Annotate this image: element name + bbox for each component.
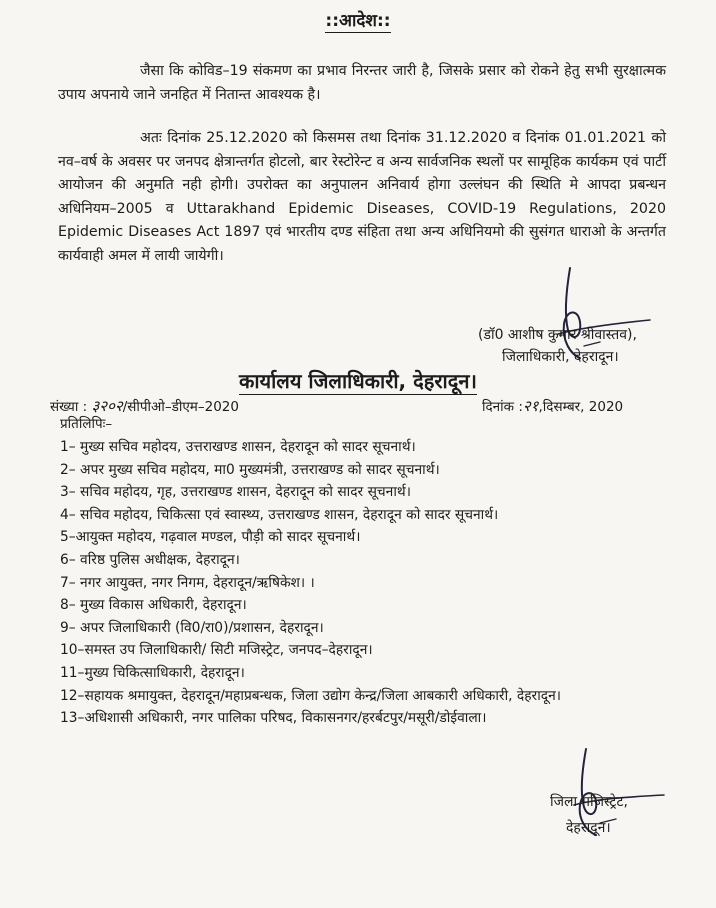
recipient-item: 2– अपर मुख्य सचिव महोदय, मा0 मुख्यमंत्री, उत्तराखण्ड को सादर सूचनार्थ। <box>60 461 440 478</box>
magistrate-designation: जिला मजिस्ट्रेट, <box>550 794 628 810</box>
letter-number-handwritten: ३२०२ <box>91 397 123 415</box>
date-suffix: ,दिसम्बर, 2020 <box>538 399 624 415</box>
signatory-designation: जिलाधिकारी, देहरादून। <box>502 349 619 365</box>
order-title-text: ::आदेश:: <box>325 11 391 31</box>
recipient-item: 1– मुख्य सचिव महोदय, उत्तराखण्ड शासन, देहरादून को सादर सूचनार्थ। <box>60 439 416 455</box>
letter-number-suffix: /सीपीओ–डीएम–2020 <box>122 399 239 415</box>
date-label: दिनांक : <box>482 399 523 415</box>
recipient-item: 12–सहायक श्रमायुक्त, देहरादून/महाप्रबन्धक, जिला उद्योग केन्द्र/जिला आबकारी अधिकारी, देहरादून। <box>60 687 561 704</box>
recipient-list <box>60 436 700 730</box>
recipient-item: 11–मुख्य चिकित्साधिकारी, देहरादून। <box>60 664 245 681</box>
recipient-item: 5–आयुक्त महोदय, गढ़वाल मण्डल, पौड़ी को सादर सूचनार्थ। <box>60 529 361 546</box>
recipient-item: 6– वरिष्ठ पुलिस अधीक्षक, देहरादून। <box>60 551 240 568</box>
recipient-item: 9– अपर जिलाधिकारी (वि0/रा0)/प्रशासन, देहरादून। <box>60 619 324 636</box>
recipient-item: 8– मुख्य विकास अधिकारी, देहरादून। <box>60 597 247 614</box>
signatory-name: (डॉ0 आशीष कुमार श्रीवास्तव), <box>478 327 637 343</box>
signatory-block <box>478 324 637 368</box>
magistrate-block <box>550 789 628 841</box>
order-paragraph-1: जैसा कि कोविड–19 संकमण का प्रभाव निरन्तर जारी है, जिसके प्रसार को रोकने हेतु सभी सुरक्षात्मक उपाय अपनाये जाने जनहित में नितान्त आवश्यक है। <box>58 63 666 103</box>
reference-line <box>50 396 660 416</box>
office-heading <box>0 367 716 394</box>
copy-to-label: प्रतिलिपिः– <box>60 416 113 432</box>
recipient-item: 7– नगर आयुक्त, नगर निगम, देहरादून/ऋषिकेश। । <box>60 574 315 591</box>
office-heading-text: कार्यालय जिलाधिकारी, देहरादून। <box>238 369 478 393</box>
recipient-item: 13–अधिशासी अधिकारी, नगर पालिका परिषद, विकासनगर/हरर्बटपुर/मसूरी/डोईवाला। <box>60 710 487 727</box>
order-paragraph-2: अतः दिनांक 25.12.2020 को किसमस तथा दिनांक 31.12.2020 व दिनांक 01.01.2021 को नव–वर्ष के अवसर पर जनपद क्षेत्रान्तर्गत होटलो, बार रेस्टोरेन्ट व अन्य सार्वजनिक स्थलों पर सामूहिक कार्यकम एवं पार्टी आयोजन की अनुमति नही होगी। उपरोक्त का अनुपालन अनिवार्य होगा उल्लंघन की स्थिति मे आपदा प्रबन्धन अधिनियम–2005 व Uttarakhand Epidemic Diseases, COVID-19 Regulations, 2020 Epidemic Diseases Act 1897 एवं भारतीय दण्ड संहिता तथा अन्य अधिनियमो की सुसंगत धाराओ के अन्तर्गत कार्यवाही अमल में लायी जायेगी। <box>58 130 666 264</box>
recipient-item: 10–समस्त उप जिलाधिकारी/ सिटी मजिस्ट्रेट, जनपद–देहरादून। <box>60 642 373 659</box>
number-label: संख्या : <box>50 399 88 415</box>
recipient-item: 3– सचिव महोदय, गृह, उत्तराखण्ड शासन, देहरादून को सादर सूचनार्थ। <box>60 484 411 501</box>
magistrate-place: देहरादून। <box>566 820 611 836</box>
recipient-item: 4– सचिव महोदय, चिकित्सा एवं स्वास्थ्य, उत्तराखण्ड शासन, देहरादून को सादर सूचनार्थ। <box>60 506 499 523</box>
date-block <box>482 396 623 416</box>
date-handwritten: २१ <box>522 397 539 415</box>
order-title <box>0 8 716 31</box>
